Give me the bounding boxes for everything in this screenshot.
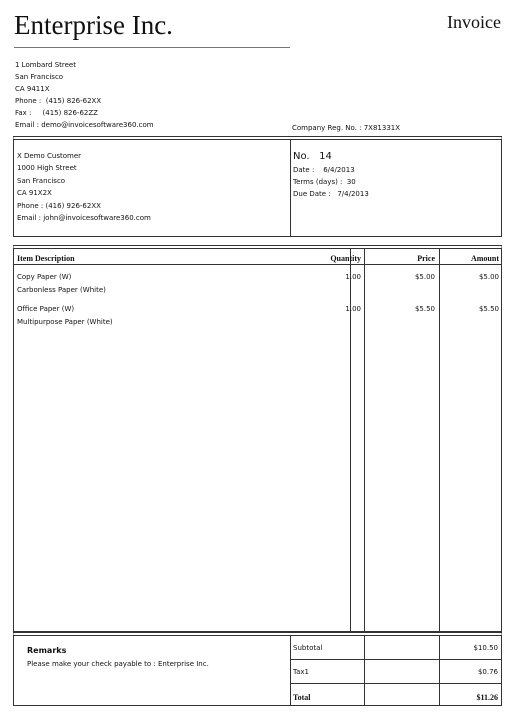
item-amount: $5.00 bbox=[478, 273, 499, 281]
company-phone: Phone : (415) 826-62XX bbox=[15, 97, 102, 106]
item-quantity: 1.00 bbox=[345, 273, 361, 281]
item-quantity: 1.00 bbox=[345, 305, 361, 313]
company-email: Email : demo@invoicesoftware360.com bbox=[15, 121, 154, 130]
subtotal-label: Subtotal bbox=[293, 644, 323, 652]
tax-value: $0.76 bbox=[477, 668, 498, 676]
invoice-footer bbox=[13, 632, 502, 706]
items-table bbox=[13, 245, 502, 632]
invoice-number-label: No. bbox=[293, 151, 310, 162]
header-divider bbox=[14, 47, 290, 48]
customer-state-zip: CA 91X2X bbox=[17, 189, 52, 198]
tax-row bbox=[290, 660, 501, 684]
company-city: San Francisco bbox=[15, 73, 64, 82]
document-title: Invoice bbox=[447, 12, 501, 32]
item-amount: $5.50 bbox=[478, 305, 499, 313]
item-price: $5.50 bbox=[414, 305, 435, 313]
invoice-terms: Terms (days) : 30 bbox=[293, 178, 356, 187]
invoice-due-date: Due Date : 7/4/2013 bbox=[293, 190, 369, 199]
invoice-number bbox=[293, 150, 369, 164]
header-quantity: Quantity bbox=[330, 254, 361, 263]
item-price: $5.00 bbox=[414, 273, 435, 281]
company-address-block bbox=[15, 59, 295, 132]
remarks-title: Remarks bbox=[27, 646, 67, 655]
subtotal-value: $10.50 bbox=[473, 644, 498, 652]
billing-divider bbox=[290, 140, 291, 236]
item-description bbox=[17, 271, 106, 296]
header-item-description: Item Description bbox=[17, 254, 75, 263]
customer-email: Email : john@invoicesoftware360.com bbox=[17, 214, 151, 223]
total-row bbox=[290, 684, 501, 706]
invoice-meta bbox=[293, 150, 369, 201]
company-state-zip: CA 9411X bbox=[15, 85, 50, 94]
company-name: Enterprise Inc. bbox=[14, 10, 173, 40]
customer-block bbox=[17, 150, 151, 224]
company-reg-no: Company Reg. No. : 7X81331X bbox=[292, 124, 401, 132]
item-name: Office Paper (W) bbox=[17, 305, 75, 313]
total-label: Total bbox=[293, 693, 311, 702]
table-row bbox=[14, 303, 501, 327]
remarks-text: Please make your check payable to : Enterprise Inc. bbox=[27, 660, 209, 668]
customer-street: 1000 High Street bbox=[17, 164, 77, 173]
tax-label: Tax1 bbox=[293, 668, 310, 676]
item-name: Copy Paper (W) bbox=[17, 273, 72, 281]
table-header bbox=[14, 249, 501, 265]
company-fax: Fax : (415) 826-62ZZ bbox=[15, 109, 98, 118]
company-street: 1 Lombard Street bbox=[15, 61, 76, 69]
item-detail: Multipurpose Paper (White) bbox=[17, 317, 113, 326]
billing-box bbox=[13, 136, 502, 237]
customer-phone: Phone : (416) 926-62XX bbox=[17, 201, 101, 210]
subtotal-row bbox=[290, 636, 501, 660]
header-price: Price bbox=[417, 254, 435, 263]
customer-name: X Demo Customer bbox=[17, 152, 82, 160]
customer-city: San Francisco bbox=[17, 176, 66, 185]
item-description bbox=[17, 303, 113, 328]
total-value: $11.26 bbox=[476, 693, 498, 702]
invoice-date: Date : 6/4/2013 bbox=[293, 166, 355, 174]
item-detail: Carbonless Paper (White) bbox=[17, 285, 106, 294]
header-amount: Amount bbox=[470, 254, 499, 263]
table-row bbox=[14, 271, 501, 295]
invoice-number-value: 14 bbox=[319, 151, 332, 162]
